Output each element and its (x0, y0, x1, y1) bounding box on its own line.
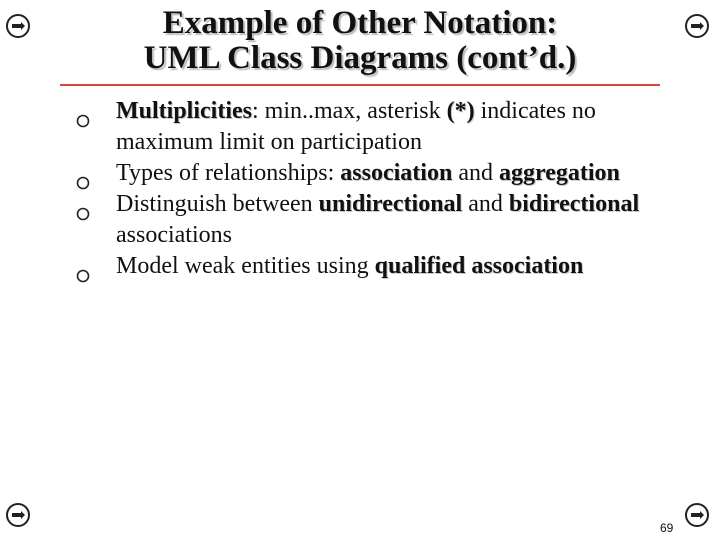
bullet-text: and (452, 160, 499, 186)
bullet-text-bold: Multiplicities (116, 98, 252, 124)
pointing-hand-icon (5, 13, 31, 39)
bullet-text: indicates no maximum limit on participation (116, 98, 596, 155)
bullet-text-bold: association (340, 160, 453, 186)
pointing-hand-icon (5, 502, 31, 528)
bullet-item (76, 251, 676, 282)
title-line-1: Example of Other Notation: (162, 5, 558, 41)
hollow-circle-bullet-icon (76, 199, 90, 213)
bullet-text-bold: qualified association (374, 253, 584, 279)
bullet-text-bold: bidirectional (508, 191, 640, 217)
bullet-list (76, 96, 676, 282)
bullet-text-bold: (*) (446, 98, 475, 124)
bullet-text: : min..max, asterisk (251, 98, 447, 124)
bullet-text: Types of relationships: (116, 160, 341, 186)
bullet-text: Distinguish between (116, 191, 319, 217)
bullet-item (76, 96, 676, 158)
bullet-text-bold: unidirectional (318, 191, 463, 217)
hollow-circle-bullet-icon (76, 168, 90, 182)
bullet-item (76, 189, 676, 251)
pointing-hand-icon (684, 502, 710, 528)
bullet-item (76, 158, 676, 189)
pointing-hand-icon (684, 13, 710, 39)
hollow-circle-bullet-icon (76, 106, 90, 120)
slide-title (80, 6, 640, 76)
bullet-text: and (462, 191, 509, 217)
hollow-circle-bullet-icon (76, 261, 90, 275)
title-divider (60, 84, 660, 86)
bullet-text-bold: aggregation (498, 160, 620, 186)
bullet-text: Model weak entities using (116, 253, 375, 279)
bullet-text: associations (116, 222, 232, 248)
title-line-2: UML Class Diagrams (cont’d.) (143, 40, 577, 76)
page-number: 69 (660, 521, 674, 535)
